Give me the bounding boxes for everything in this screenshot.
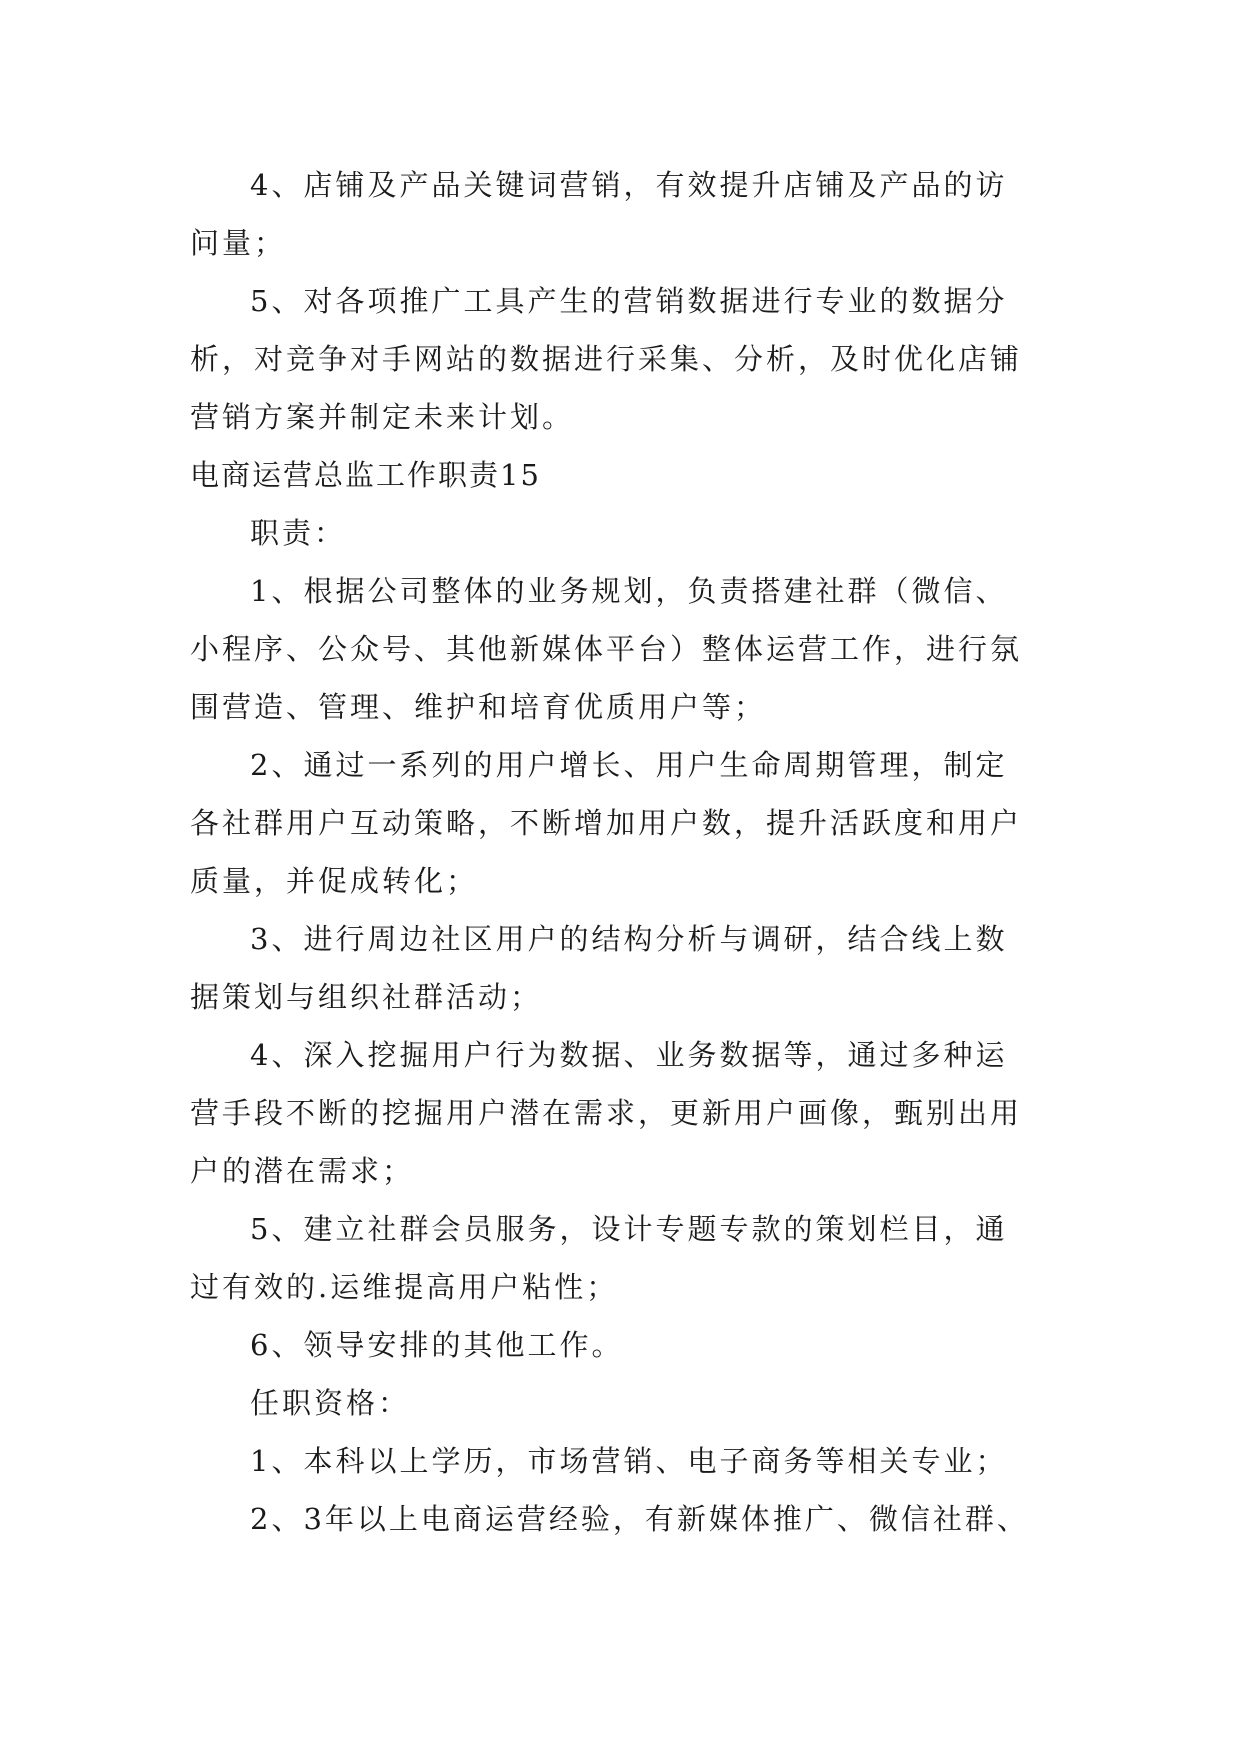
subheading-qualifications: 任职资格：: [250, 1386, 411, 1420]
paragraph-line: 营手段不断的挖掘用户潜在需求，更新用户画像，甄别出用: [190, 1096, 1023, 1130]
paragraph-line: 5、建立社群会员服务，设计专题专款的策划栏目，通: [250, 1212, 1008, 1246]
paragraph-line: 5、对各项推广工具产生的营销数据进行专业的数据分: [250, 284, 1008, 318]
paragraph-line: 小程序、公众号、其他新媒体平台）整体运营工作，进行氛: [190, 632, 1023, 666]
paragraph-line: 户的潜在需求；: [190, 1154, 415, 1188]
paragraph-line: 2、3年以上电商运营经验，有新媒体推广、微信社群、: [250, 1502, 1029, 1536]
paragraph-line: 6、领导安排的其他工作。: [250, 1328, 624, 1362]
paragraph-line: 2、通过一系列的用户增长、用户生命周期管理，制定: [250, 748, 1008, 782]
paragraph-line: 1、根据公司整体的业务规划，负责搭建社群（微信、: [250, 574, 1008, 608]
paragraph-line: 各社群用户互动策略，不断增加用户数，提升活跃度和用户: [190, 806, 1023, 840]
paragraph-line: 4、深入挖掘用户行为数据、业务数据等，通过多种运: [250, 1038, 1008, 1072]
paragraph-line: 4、店铺及产品关键词营销，有效提升店铺及产品的访: [250, 168, 1008, 202]
section-heading: 电商运营总监工作职责15: [190, 458, 541, 492]
paragraph-line: 问量；: [190, 226, 287, 260]
paragraph-line: 1、本科以上学历，市场营销、电子商务等相关专业；: [250, 1444, 1008, 1478]
subheading-duties: 职责：: [250, 516, 347, 550]
paragraph-line: 析，对竞争对手网站的数据进行采集、分析，及时优化店铺: [190, 342, 1023, 376]
paragraph-line: 过有效的.运维提高用户粘性；: [190, 1270, 619, 1304]
paragraph-line: 营销方案并制定未来计划。: [190, 400, 575, 434]
paragraph-line: 围营造、管理、维护和培育优质用户等；: [190, 690, 767, 724]
paragraph-line: 3、进行周边社区用户的结构分析与调研，结合线上数: [250, 922, 1008, 956]
paragraph-line: 质量，并促成转化；: [190, 864, 479, 898]
paragraph-line: 据策划与组织社群活动；: [190, 980, 543, 1014]
